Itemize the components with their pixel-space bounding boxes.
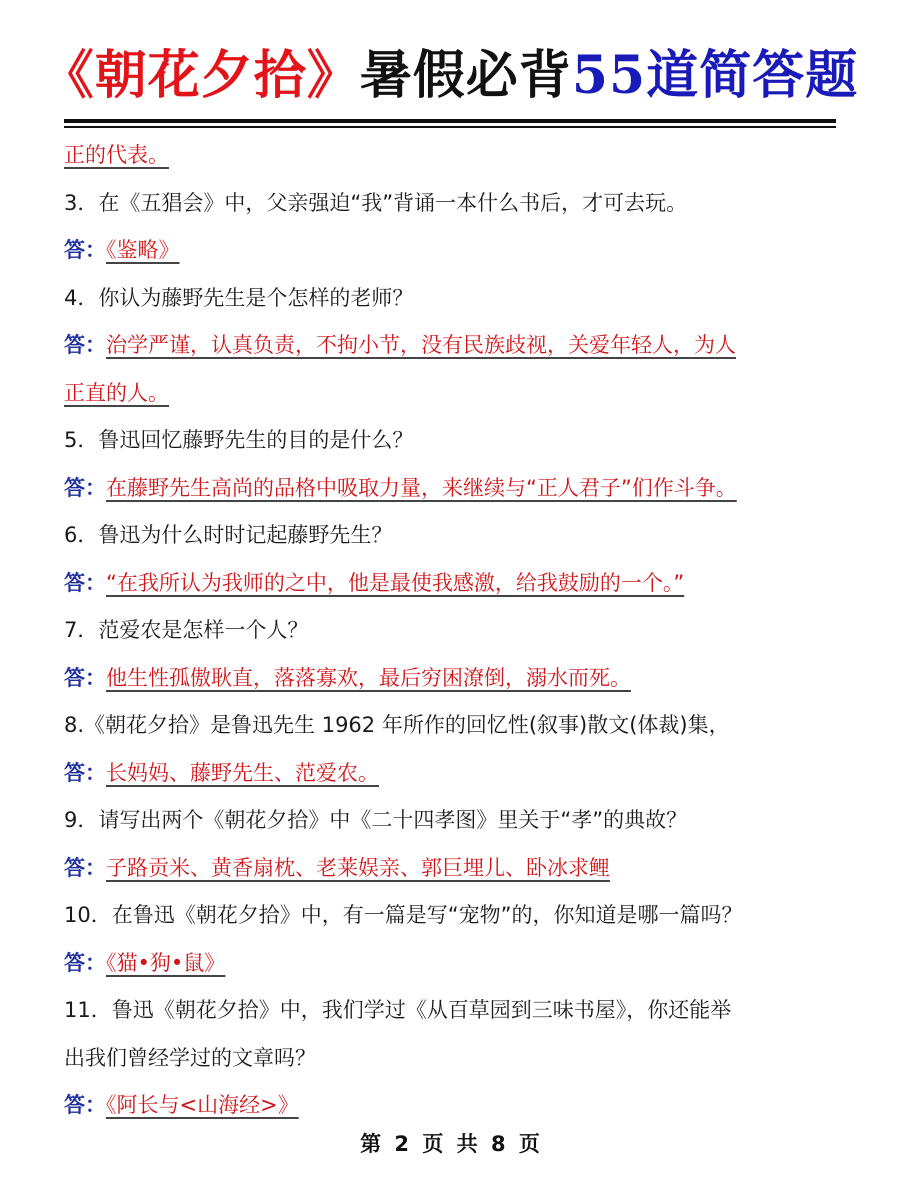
question: 10．在鲁迅《朝花夕拾》中，有一篇是写“宠物”的，你知道是哪一篇吗？ <box>64 903 743 927</box>
answer-line <box>64 322 844 370</box>
answer-text: 《鉴略》 <box>106 238 180 262</box>
question-continuation: 出我们曾经学过的文章吗？ <box>64 1045 316 1070</box>
question: 7．范爱农是怎样一个人？ <box>64 618 309 642</box>
answer-line <box>64 227 844 275</box>
answer-text: 子路贡米、黄香扇枕、老莱娱亲、郭巨埋儿、卧冰求鲤 <box>106 855 610 880</box>
question: 4．你认为藤野先生是个怎样的老师？ <box>64 285 414 310</box>
answer-line <box>64 940 844 988</box>
title-count: 55 <box>571 45 647 106</box>
answer-label: 答： <box>64 238 106 262</box>
answer-continuation <box>64 132 844 180</box>
page-number: 第 2 页 共 8 页 <box>360 1132 540 1156</box>
title-rule-thin <box>64 126 836 128</box>
answer-line <box>64 560 844 608</box>
question: 5．鲁迅回忆藤野先生的目的是什么？ <box>64 428 414 452</box>
answer-label: 答： <box>64 760 106 785</box>
answer-line <box>64 1082 844 1130</box>
qa-content <box>64 132 844 1130</box>
page-title <box>0 42 900 110</box>
answer-line <box>64 655 844 703</box>
question: 3．在《五猖会》中，父亲强迫“我”背诵一本什么书后，才可去玩。 <box>64 190 688 215</box>
answer-text: 治学严谨，认真负责，不拘小节，没有民族歧视，关爱年轻人，为人 <box>106 333 736 357</box>
answer-label: 答： <box>64 950 106 975</box>
answer-label: 答： <box>64 570 106 595</box>
answer-text: 长妈妈、藤野先生、范爱农。 <box>106 760 379 785</box>
question: 9．请写出两个《朝花夕拾》中《二十四孝图》里关于“孝”的典故？ <box>64 808 688 832</box>
answer-text: 正直的人。 <box>64 380 169 405</box>
title-book-name: 《朝花夕拾》 <box>41 46 360 106</box>
answer-text: 《阿长与<山海经>》 <box>106 1093 299 1117</box>
answer-text: “在我所认为我师的之中，他是最使我感激，给我鼓励的一个。” <box>106 570 685 595</box>
answer-label: 答： <box>64 333 106 357</box>
title-rule-thick <box>64 119 836 123</box>
answer-text: 他生性孤傲耿直，落落寡欢，最后穷困潦倒，溺水而死。 <box>106 665 631 690</box>
question: 11．鲁迅《朝花夕拾》中，我们学过《从百草园到三味书屋》，你还能举 <box>64 998 732 1022</box>
answer-label: 答： <box>64 855 106 880</box>
title-end: 道简答题 <box>646 46 859 106</box>
question: 6．鲁迅为什么时时记起藤野先生？ <box>64 523 393 547</box>
answer-line <box>64 845 844 893</box>
answer-line <box>64 750 844 798</box>
answer-text: 正的代表。 <box>64 143 169 167</box>
answer-label: 答： <box>64 665 106 690</box>
title-middle: 暑假必背 <box>359 46 572 106</box>
answer-label: 答： <box>64 1093 106 1117</box>
question: 8.《朝花夕拾》是鲁迅先生 1962 年所作的回忆性(叙事)散文(体裁)集， <box>64 713 730 737</box>
answer-text: 《猫•狗•鼠》 <box>106 950 226 975</box>
answer-label: 答： <box>64 475 106 500</box>
answer-text: 在藤野先生高尚的品格中吸取力量，来继续与“正人君子”们作斗争。 <box>106 475 737 500</box>
answer-continuation <box>64 370 844 418</box>
answer-line <box>64 465 844 513</box>
